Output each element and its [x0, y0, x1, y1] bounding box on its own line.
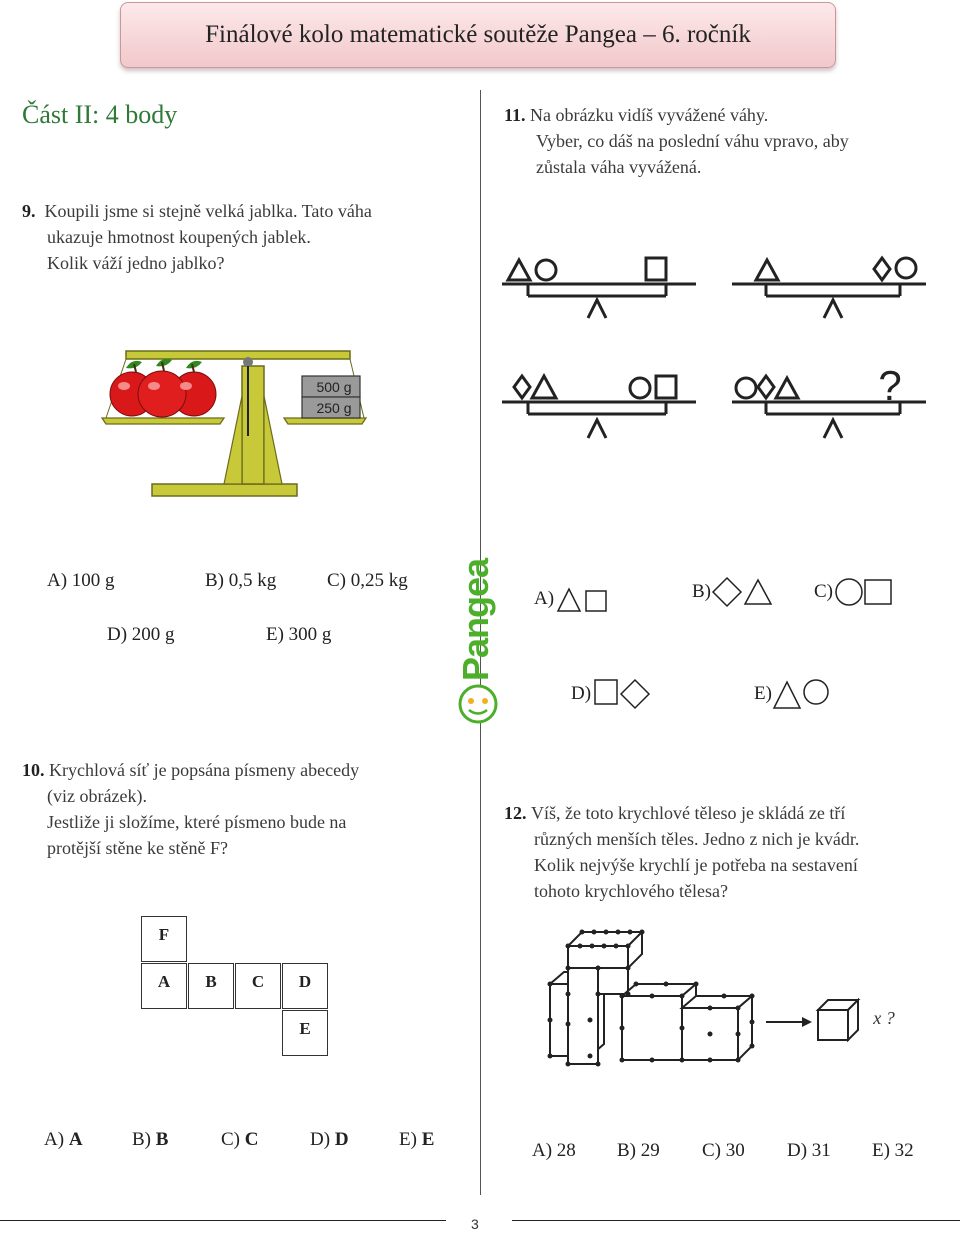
balance-2: [732, 258, 926, 318]
diamond-shape: [758, 376, 774, 398]
net-face-d: D: [282, 963, 328, 1009]
diamond-shape: [874, 258, 890, 280]
q11-option-d[interactable]: [571, 676, 655, 712]
scale-beam: [126, 351, 350, 359]
q11-option-c-label: C): [814, 581, 833, 602]
net-face-b: B: [188, 963, 234, 1009]
q12-option-d[interactable]: D) 31: [787, 1140, 831, 1161]
footer-rule-left: [0, 1220, 446, 1221]
square-shape: [646, 258, 666, 280]
question-12-line-3: Kolik nejvýše krychlí je potřeba na sestavení: [534, 855, 858, 875]
circle-shape: [736, 378, 756, 398]
q11-option-e-label: E): [754, 683, 772, 704]
part-heading: Část II: 4 body: [22, 100, 178, 129]
question-10-line-4: protější stěne ke stěně F?: [47, 838, 228, 858]
question-9-line-2: ukazuje hmotnost koupených jablek.: [47, 227, 311, 247]
pangea-logo: [450, 560, 510, 730]
q11-option-a-shapes: [554, 585, 610, 613]
triangle-shape: [532, 376, 556, 398]
triangle-shape: [745, 580, 771, 604]
question-11-number: 11.: [504, 105, 526, 125]
question-11-line-2: Vyber, co dáš na poslední váhu vpravo, aby: [536, 131, 849, 151]
square-shape: [865, 580, 891, 604]
q11-option-d-label: D): [571, 683, 592, 704]
question-9-line-3: Kolik váží jedno jablko?: [47, 253, 225, 273]
q10-option-d[interactable]: D) D: [310, 1129, 349, 1150]
circle-shape: [630, 378, 650, 398]
net-face-f: F: [141, 916, 187, 962]
q11-option-b[interactable]: [692, 574, 775, 610]
q10-option-b[interactable]: B) B: [132, 1129, 169, 1150]
question-10-line-3: Jestliže ji složíme, které písmeno bude na: [47, 812, 347, 832]
page-title: Finálové kolo matematické soutěže Pangea – 6. ročník: [205, 21, 751, 48]
q11-option-e-shapes: [772, 676, 834, 712]
circle-shape: [804, 680, 828, 704]
unknown-count-label: x ?: [873, 1008, 895, 1028]
question-10: [22, 757, 462, 861]
question-12-line-2: různých menších těles. Jedno z nich je kvádr.: [534, 829, 860, 849]
q10-option-e[interactable]: E) E: [399, 1129, 435, 1150]
question-10-number: 10.: [22, 760, 45, 780]
net-face-a: A: [141, 963, 187, 1009]
q11-option-b-shapes: [711, 574, 775, 610]
question-mark: ?: [878, 362, 902, 409]
q11-option-e[interactable]: [754, 676, 834, 712]
question-10-line-2: (viz obrázek).: [47, 786, 147, 806]
q9-option-a[interactable]: A) 100 g: [47, 570, 115, 591]
pangea-logo-emblem: [456, 684, 500, 724]
circle-shape: [836, 579, 862, 605]
question-12-number: 12.: [504, 803, 527, 823]
question-9-line-1: Koupili jsme si stejně velká jablka. Tato váha: [44, 201, 372, 221]
net-face-c: C: [235, 963, 281, 1009]
scale-column: [242, 366, 264, 484]
square-shape: [595, 680, 617, 704]
cube-solid-illustration: [546, 924, 906, 1074]
q9-option-e[interactable]: E) 300 g: [266, 624, 332, 645]
diamond-shape: [621, 680, 649, 708]
page-number: 3: [471, 1216, 479, 1232]
question-12-line-1: Víš, že toto krychlové těleso je skládá ze tří: [531, 803, 846, 823]
q9-option-b[interactable]: B) 0,5 kg: [205, 570, 277, 591]
pangea-logo-text: Pangea: [455, 558, 496, 682]
question-11-line-1: Na obrázku vidíš vyvážené váhy.: [530, 105, 769, 125]
q11-option-c-shapes: [833, 574, 895, 610]
q10-option-c[interactable]: C) C: [221, 1129, 259, 1150]
footer-rule-right: [512, 1220, 960, 1221]
net-face-e: E: [282, 1010, 328, 1056]
diamond-shape: [514, 376, 530, 398]
balance-3: [502, 376, 696, 438]
question-9-number: 9.: [22, 201, 36, 221]
weight-500g-label: 500 g: [316, 379, 352, 395]
balance-scales-illustration: [496, 240, 936, 450]
scale-base: [152, 484, 297, 496]
triangle-shape: [558, 589, 580, 611]
apples: [110, 359, 216, 417]
q12-option-a[interactable]: A) 28: [532, 1140, 576, 1161]
apple-scale-illustration: [96, 336, 372, 506]
weight-250g-label: 250 g: [316, 400, 352, 416]
triangle-shape: [776, 378, 798, 398]
q11-option-a[interactable]: [534, 585, 610, 613]
circle-shape: [536, 260, 556, 280]
question-12-line-4: tohoto krychlového tělesa?: [534, 881, 728, 901]
square-shape: [656, 376, 676, 398]
q9-option-c[interactable]: C) 0,25 kg: [327, 570, 408, 591]
triangle-shape: [756, 260, 778, 280]
small-cube: [818, 1000, 858, 1040]
triangle-shape: [774, 682, 800, 708]
q11-option-d-shapes: [591, 676, 655, 712]
question-11-line-3: zůstala váha vyvážená.: [536, 157, 702, 177]
q12-option-e[interactable]: E) 32: [872, 1140, 914, 1161]
left-pan: [102, 418, 224, 424]
triangle-shape: [508, 260, 530, 280]
q12-option-c[interactable]: C) 30: [702, 1140, 745, 1161]
circle-shape: [896, 258, 916, 278]
q11-option-b-label: B): [692, 581, 711, 602]
q11-option-c[interactable]: [814, 574, 895, 610]
question-12: [504, 800, 944, 904]
balance-1: [502, 258, 696, 318]
q10-option-a[interactable]: A) A: [44, 1129, 83, 1150]
cube-net: [141, 916, 331, 1060]
page-title-banner: [120, 2, 836, 68]
right-pan: [284, 418, 366, 424]
square-shape: [586, 591, 606, 611]
q11-option-a-label: A): [534, 588, 555, 609]
question-9: [22, 198, 462, 276]
diamond-shape: [713, 578, 741, 606]
q9-option-d[interactable]: D) 200 g: [107, 624, 175, 645]
question-10-line-1: Krychlová síť je popsána písmeny abecedy: [49, 760, 360, 780]
q12-option-b[interactable]: B) 29: [617, 1140, 660, 1161]
question-11: [504, 102, 944, 180]
